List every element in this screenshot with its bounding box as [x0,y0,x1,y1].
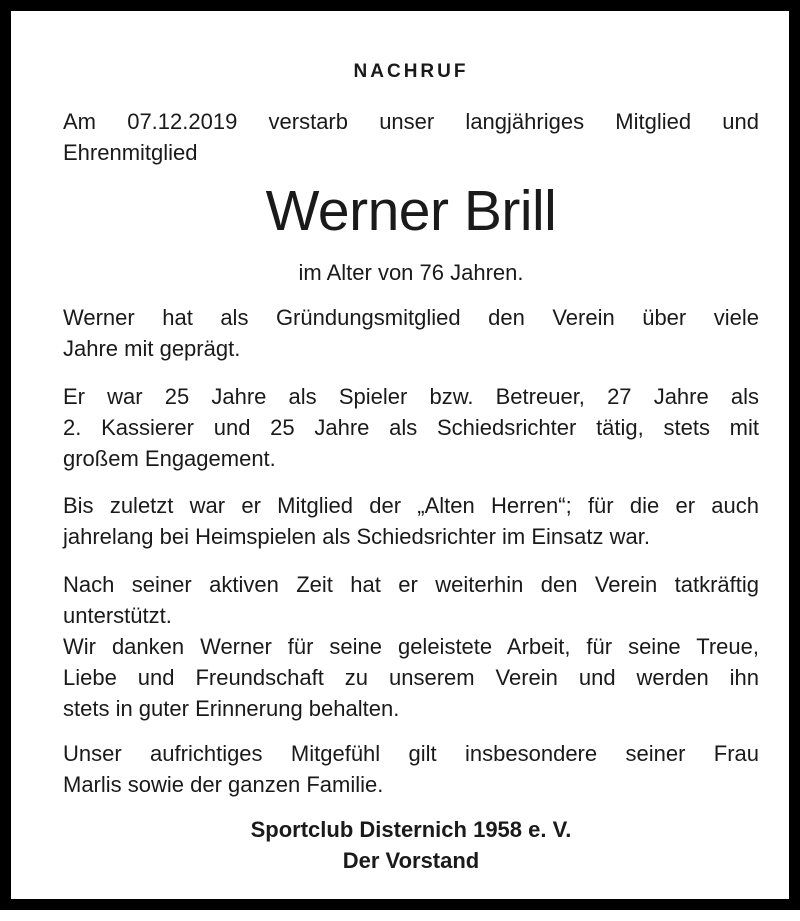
paragraph-line: Nach seiner aktiven Zeit hat er weiterhin den Verein tatkräftig [63,572,759,597]
paragraph-line: stets in guter Erinnerung behalten. [63,696,400,721]
paragraph-line: Bis zuletzt war er Mitglied der „Alten Herren“; für die er auch [63,493,759,518]
intro-paragraph [63,106,759,168]
paragraph-line: Jahre mit geprägt. [63,336,241,361]
paragraph-line: 2. Kassierer und 25 Jahre als Schiedsrichter tätig, stets mit [63,415,759,440]
paragraph-founding [63,302,759,364]
paragraph-thanks [63,569,759,724]
signature-board: Der Vorstand [342,848,480,873]
notice-heading: NACHRUF [353,61,469,82]
age-text: im Alter von 76 Jahren. [298,260,524,285]
paragraph-roles [63,381,759,474]
paragraph-line: Werner hat als Gründungsmitglied den Verein über viele [63,305,759,330]
paragraph-line: jahrelang bei Heimspielen als Schiedsrichter im Einsatz war. [63,524,650,549]
intro-line: Ehrenmitglied [63,140,198,165]
intro-line: Am 07.12.2019 verstarb unser langjähriges Mitglied und [63,109,759,134]
paragraph-line: Marlis sowie der ganzen Familie. [63,772,384,797]
paragraph-line: unterstützt. [63,603,172,628]
paragraph-alte-herren [63,490,759,552]
paragraph-line: Liebe und Freundschaft zu unserem Verein und werden ihn [63,665,759,690]
paragraph-line: Er war 25 Jahre als Spieler bzw. Betreuer, 27 Jahre als [63,384,759,409]
deceased-name: Werner Brill [265,179,557,243]
paragraph-line: Unser aufrichtiges Mitgefühl gilt insbesondere seiner Frau [63,741,759,766]
paragraph-line: großem Engagement. [63,446,276,471]
paragraph-condolence [63,738,759,800]
signature-club: Sportclub Disternich 1958 e. V. [250,817,572,842]
paragraph-line: Wir danken Werner für seine geleistete Arbeit, für seine Treue, [63,634,759,659]
notice-content [63,11,759,921]
